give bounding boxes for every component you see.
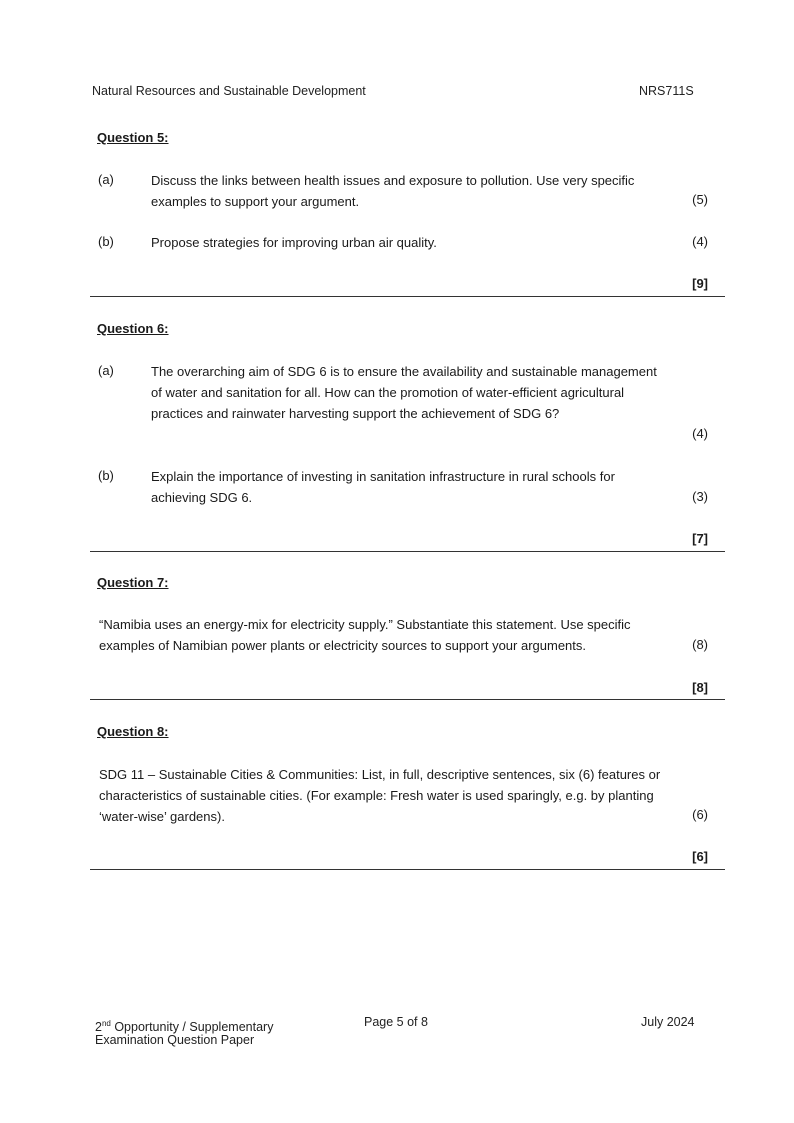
question-5a-marks: (5) — [692, 192, 708, 207]
question-8-total: [6] — [692, 849, 708, 864]
question-5-total: [9] — [692, 276, 708, 291]
question-8-text: SDG 11 – Sustainable Cities & Communities: List, in full, descriptive sentences, six (6) features or characteristics of sustainable cities. (For example: Fresh water is used sparingly, e.g. by planting ‘water-wise’ gardens). — [99, 767, 661, 824]
question-6b-label: (b) — [98, 468, 114, 483]
divider — [90, 699, 725, 700]
question-5b-label: (b) — [98, 234, 114, 249]
question-8-title: Question 8: — [97, 724, 169, 739]
divider — [90, 296, 725, 297]
question-7-marks: (8) — [692, 637, 708, 652]
course-code: NRS711S — [639, 84, 694, 98]
question-7-total: [8] — [692, 680, 708, 695]
footer-opportunity-number: 2 — [95, 1020, 102, 1035]
footer-page-number: Page 5 of 8 — [364, 1015, 428, 1029]
question-5-title: Question 5: — [97, 130, 169, 145]
question-6a-marks: (4) — [692, 426, 708, 441]
question-5a-text: Discuss the links between health issues and exposure to pollution. Use very specific examples to support your argument. — [151, 173, 635, 209]
footer-paper-type: Examination Question Paper — [95, 1033, 255, 1047]
question-6-title: Question 6: — [97, 321, 169, 336]
question-5b-marks: (4) — [692, 234, 708, 249]
question-5a-label: (a) — [98, 172, 114, 187]
footer-date: July 2024 — [641, 1015, 695, 1029]
question-6a-text: The overarching aim of SDG 6 is to ensure the availability and sustainable management of water and sanitation for all. How can the promotion of water-efficient agricultural practices and rainwater harvesting support the achievement of SDG 6? — [151, 364, 657, 421]
question-6b-text: Explain the importance of investing in sanitation infrastructure in rural schools for achieving SDG 6. — [151, 469, 615, 505]
footer-opportunity-sup: nd — [101, 1019, 111, 1028]
divider — [90, 869, 725, 870]
question-6a-label: (a) — [98, 363, 114, 378]
question-6b-marks: (3) — [692, 489, 708, 504]
question-7-text: “Namibia uses an energy-mix for electricity supply.” Substantiate this statement. Use specific examples of Namibian power plants or electricity sources to support your arguments. — [99, 617, 631, 653]
course-title: Natural Resources and Sustainable Development — [92, 84, 366, 98]
question-6-total: [7] — [692, 531, 708, 546]
footer-opportunity-text: Opportunity / Supplementary — [110, 1020, 274, 1035]
question-8-marks: (6) — [692, 807, 708, 822]
question-5b-text: Propose strategies for improving urban air quality. — [151, 235, 437, 250]
divider — [90, 551, 725, 552]
question-7-title: Question 7: — [97, 575, 169, 590]
